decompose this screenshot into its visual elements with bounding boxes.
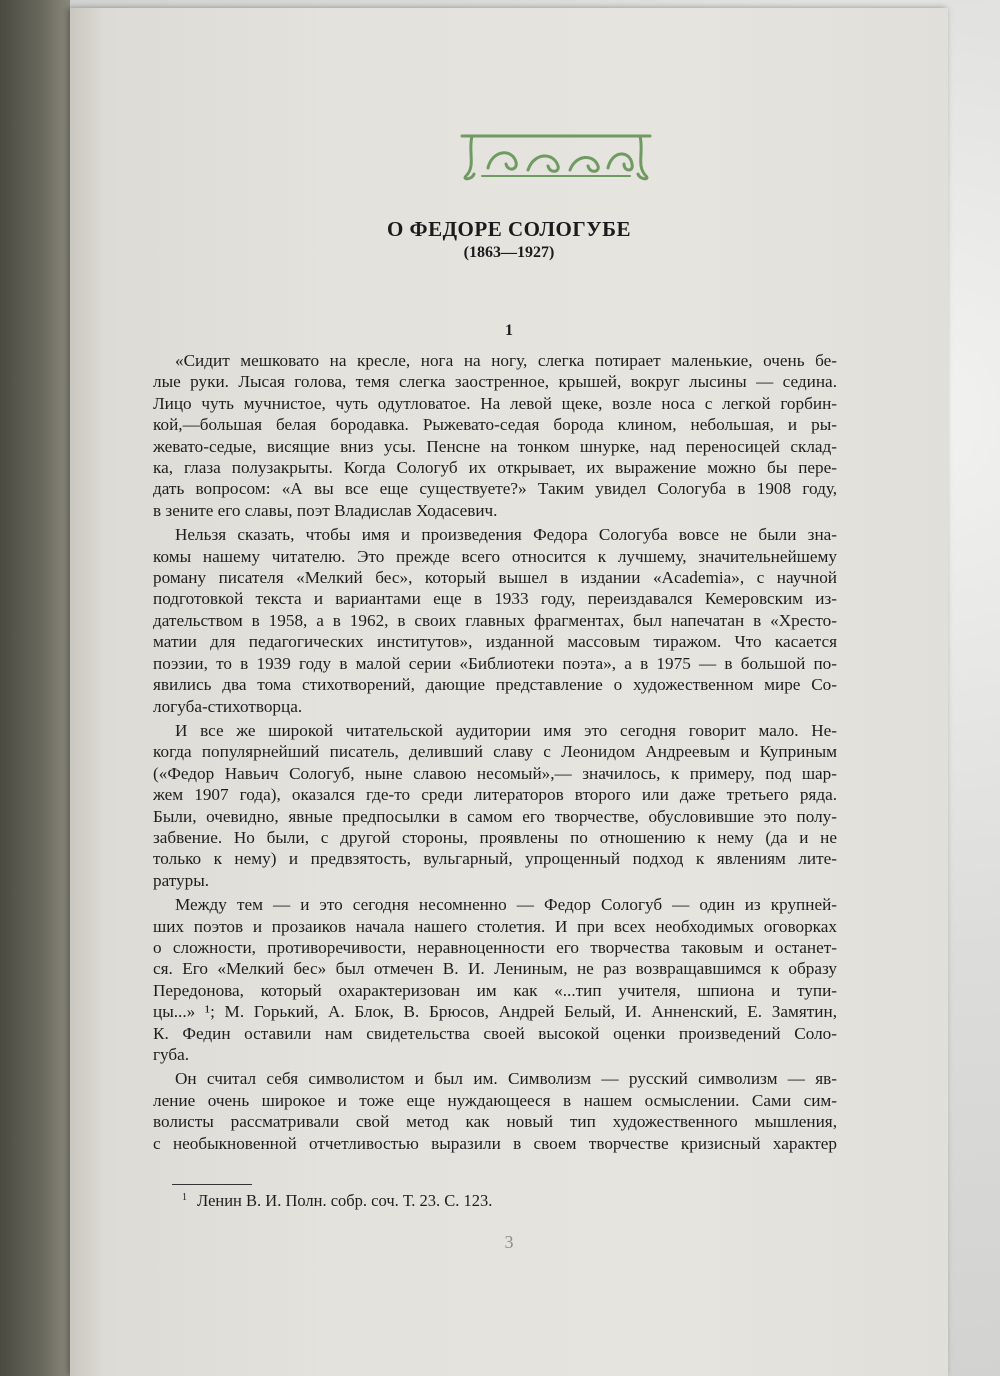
footnote-mark: 1 — [182, 1192, 187, 1203]
text-line: К. Федин оставили нам свидетельства своей высокой оценки произведений Соло- — [153, 1023, 837, 1043]
text-line: губа. — [153, 1045, 190, 1064]
text-line: Лицо чуть мучнистое, чуть одутловатое. На левой щеке, возле носа с легкой горбин- — [153, 393, 837, 413]
page-number: 3 — [504, 1232, 514, 1252]
text-line: матии для педагогических институтов», изданной массовым тиражом. Что касается — [153, 632, 837, 652]
article-title: О ФЕДОРЕ СОЛОГУБЕ — [386, 217, 632, 241]
text-line: ление очень широкое и тоже еще нуждающееся в нашем осмыслении. Сами сим- — [153, 1090, 837, 1110]
text-line: ратуры. — [153, 870, 210, 890]
text-line: «Сидит мешковато на кресле, нога на ногу, слегка потирает маленькие, очень бе- — [175, 351, 837, 370]
paragraph-4 — [153, 894, 837, 1065]
text-line: в зените его славы, поэт Владислав Ходасевич. — [153, 500, 498, 520]
text-line: забвение. Но были, с другой стороны, проявлены по отношению к нему (да и не — [153, 827, 837, 847]
book-page — [70, 8, 948, 1376]
text-line: ка, глаза полузакрыты. Когда Сологуб их открывает, их выражение можно бы пере- — [153, 458, 837, 478]
text-line: подготовкой текста и вариантами еще в 1933 году, переиздавался Кемеровским из- — [153, 589, 837, 609]
text-line: И все же широкой читательской аудитории имя это сегодня говорит мало. Не- — [175, 720, 837, 740]
text-line: явились два тома стихотворений, дающие представление о художественном мире Со- — [153, 675, 837, 695]
text-line: Он считал себя символистом и был им. Символизм — русский символизм — яв- — [175, 1069, 837, 1089]
decorative-ornament-icon — [458, 132, 654, 182]
text-line: волисты рассматривали свой метод как новый тип художественного мышления, — [153, 1112, 837, 1132]
paragraph-5 — [153, 1068, 837, 1154]
section-number: 1 — [505, 322, 513, 339]
body-text — [153, 350, 837, 1154]
text-line: поэзии, то в 1939 году в малой серии «Библиотеки поэта», а в 1975 — в большой по- — [153, 653, 837, 673]
text-line: Передонова, который охарактеризован им как «...тип учителя, шпиона и тупи- — [153, 980, 837, 1000]
text-line: роману писателя «Мелкий бес», который вышел в издании «Academia», с научной — [153, 568, 837, 588]
footnote-text: Ленин В. И. Полн. собр. соч. Т. 23. С. 123. — [197, 1191, 493, 1210]
text-line: комы нашему читателю. Это прежде всего относится к лучшему, значительнейшему — [153, 546, 837, 566]
text-line: жевато-седые, висящие вниз усы. Пенсне на тонком шнурке, над переносицей склад- — [153, 436, 837, 456]
text-line: Были, очевидно, явные предпосылки в самом его творчестве, обусловившие это полу- — [153, 806, 837, 826]
paragraph-1 — [153, 350, 837, 521]
text-line: когда популярнейший писатель, деливший славу с Леонидом Андреевым и Куприным — [153, 742, 837, 762]
paragraph-2 — [153, 524, 837, 717]
life-dates: (1863—1927) — [463, 244, 555, 261]
text-line: цы...» ¹; М. Горький, А. Блок, В. Брюсов, Андрей Белый, И. Анненский, Е. Замятин, — [153, 1002, 837, 1022]
text-line: дательством в 1958, а в 1962, в своих главных фрагментах, был напечатан в «Хресто- — [153, 610, 837, 630]
book-cover-edge — [0, 0, 70, 1376]
text-line: ся. Его «Мелкий бес» был отмечен В. И. Лениным, не раз возвращавшимся к образу — [153, 959, 837, 979]
text-line: («Федор Навьич Сологуб, ныне славою несомый»,— значилось, к примеру, под шар- — [153, 763, 837, 783]
text-line: о сложности, противоречивости, неравноценности его творчества таковым и останет- — [153, 937, 837, 957]
text-line: Нельзя сказать, чтобы имя и произведения Федора Сологуба вовсе не были зна- — [175, 525, 837, 545]
footnote-divider — [172, 1184, 252, 1185]
text-line: Между тем — и это сегодня несомненно — Федор Сологуб — один из крупней- — [175, 895, 837, 915]
text-line: кой,—большая белая бородавка. Рыжевато-седая борода клином, небольшая, и ры- — [153, 415, 837, 435]
text-line: жем 1907 года), оказался где-то среди литераторов второго или даже третьего ряда. — [153, 785, 837, 805]
text-line: логуба-стихотворца. — [153, 696, 303, 716]
text-line: ших поэтов и прозаиков начала нашего столетия. И при всех необходимых оговорках — [153, 916, 837, 936]
footnote — [182, 1191, 492, 1211]
text-line: дать вопросом: «А вы все еще существуете?» Таким увидел Сологуба в 1908 году, — [153, 479, 837, 499]
paragraph-3 — [153, 720, 837, 891]
text-line: лые руки. Лысая голова, темя слегка заостренное, крышей, вокруг лысины — седина. — [153, 372, 837, 392]
text-line: с необыкновенной отчетливостью выразили в своем творчестве кризисный характер — [153, 1133, 837, 1153]
text-line: только к нему) и предвзятость, вульгарный, упрощенный подход к явлениям лите- — [153, 849, 837, 869]
